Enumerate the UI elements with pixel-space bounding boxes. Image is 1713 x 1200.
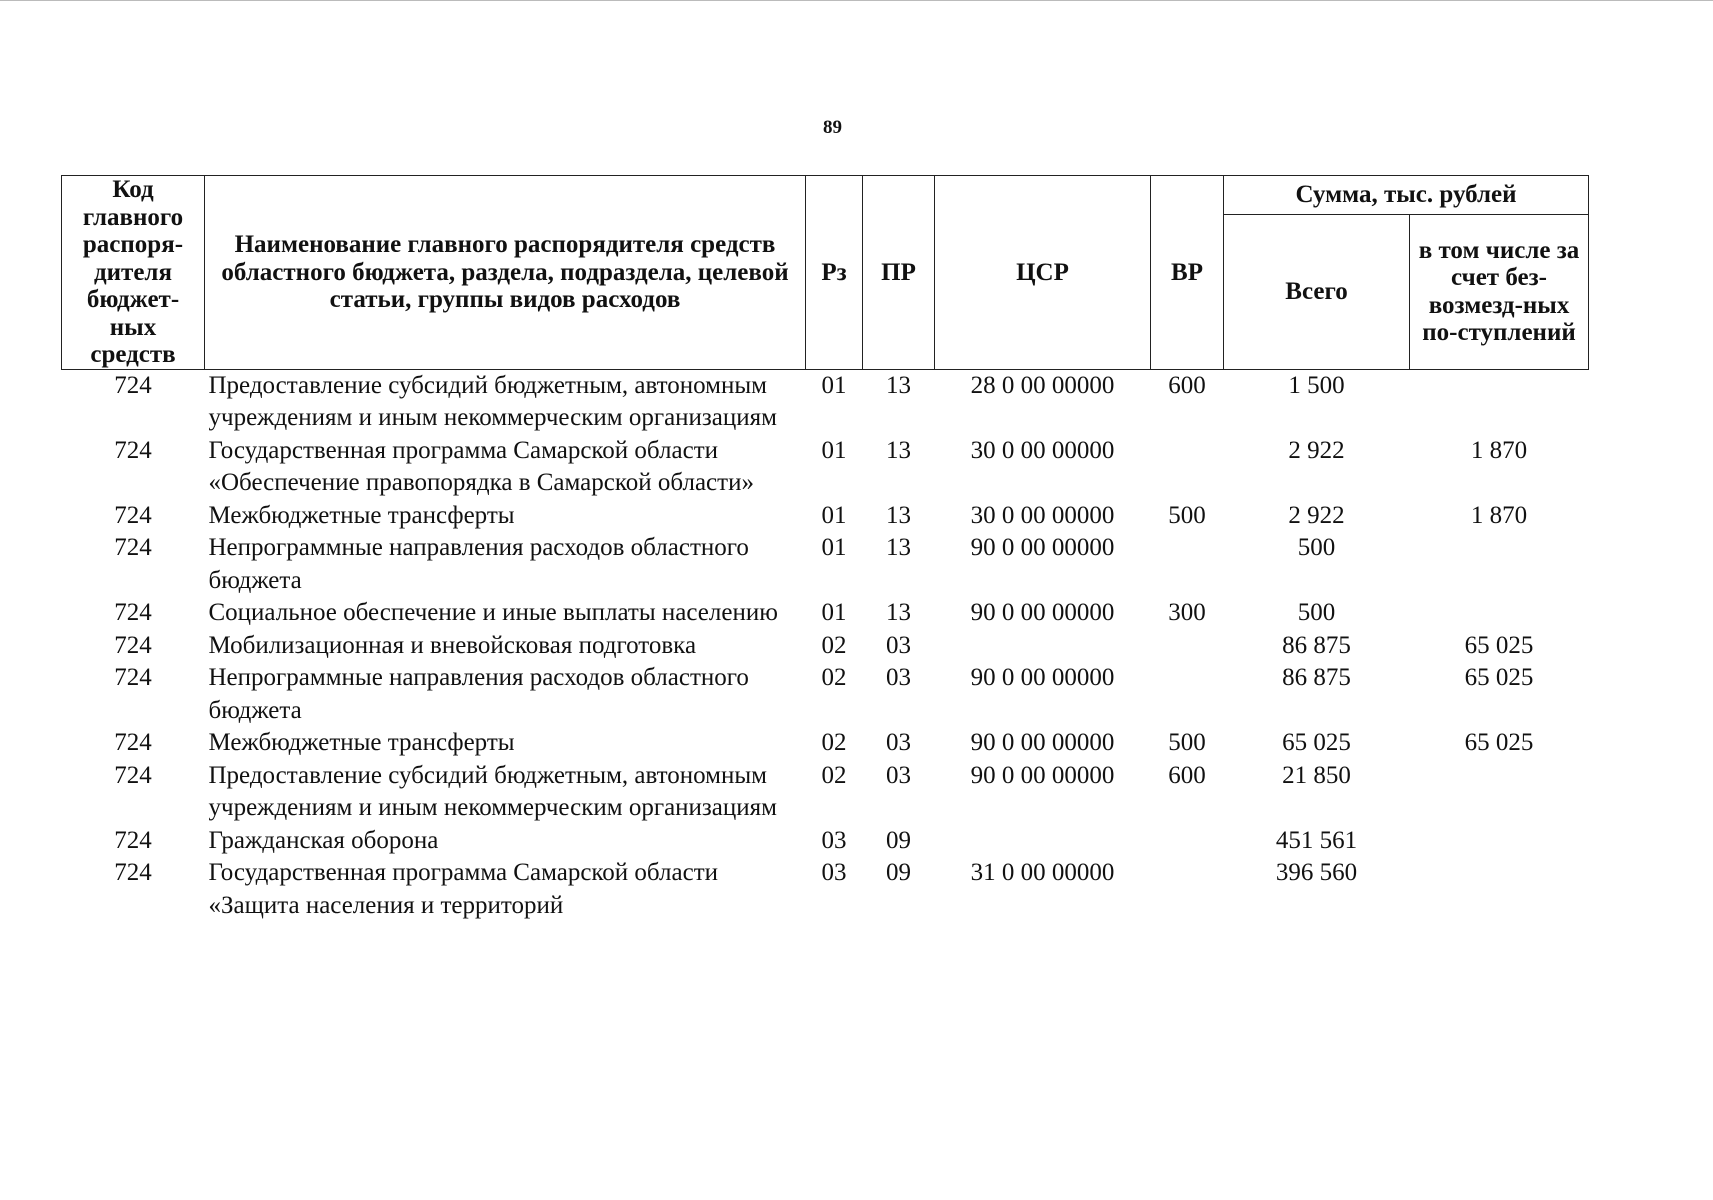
cell-rz: 01 [821,599,847,626]
cell-total: 86 875 [1282,631,1351,659]
cell-rz: 01 [821,436,847,464]
page-number: 89 [823,117,842,138]
cell-name: Межбюджетные трансферты [208,729,515,756]
cell-rz: 02 [821,761,847,789]
header-pr: ПР [863,176,935,370]
cell-total: 451 561 [1275,826,1358,854]
table-body [62,369,1589,922]
cell-csr [935,825,1151,858]
cell-csr: 90 0 00 00000 [970,534,1115,561]
header-incl: в том числе за счет без-возмезд-ных по-ступлений [1410,215,1589,370]
cell-code: 724 [114,501,152,529]
cell-rz: 01 [821,534,847,561]
table-row [62,435,1589,500]
cell-name: Предоставление субсидий бюджетным, автономным учреждениям и иным некоммерческим организациям [208,371,777,431]
header-name: Наименование главного распорядителя средств областного бюджета, раздела, подраздела, целевой статьи, группы видов расходов [205,176,806,370]
cell-name: Предоставление субсидий бюджетным, автономным учреждениям и иным некоммерческим организациям [208,761,777,821]
cell-csr: 30 0 00 00000 [970,436,1115,464]
cell-pr: 03 [886,761,911,789]
cell-code: 724 [114,371,152,399]
cell-name: Социальное обеспечение и иные выплаты населению [208,599,778,626]
table-row [62,532,1589,597]
table-row [62,597,1589,630]
cell-vr [1151,630,1224,663]
cell-incl [1410,597,1589,630]
header-sum-group: Сумма, тыс. рублей [1224,176,1589,215]
table-row [62,727,1589,760]
cell-pr: 13 [886,371,911,399]
cell-incl: 65 025 [1464,664,1534,691]
cell-total: 500 [1297,599,1336,626]
cell-incl: 1 870 [1470,501,1528,529]
cell-pr: 09 [886,859,911,886]
cell-vr [1151,825,1224,858]
cell-csr [935,630,1151,663]
cell-code: 724 [114,761,152,789]
cell-incl: 1 870 [1470,436,1528,464]
cell-code: 724 [114,664,152,691]
cell-incl: 65 025 [1464,631,1534,659]
cell-pr: 03 [886,631,911,659]
cell-csr: 90 0 00 00000 [970,664,1115,691]
cell-name: Непрограммные направления расходов областного бюджета [208,534,749,594]
cell-csr: 28 0 00 00000 [970,371,1115,399]
cell-name: Гражданская оборона [208,826,439,854]
cell-pr: 03 [886,729,911,756]
cell-code: 724 [114,859,152,886]
cell-pr: 13 [886,534,911,561]
cell-code: 724 [114,826,152,854]
cell-vr [1151,532,1224,597]
cell-name: Государственная программа Самарской области «Защита населения и территорий [208,859,718,919]
cell-name: Мобилизационная и вневойсковая подготовка [208,631,697,659]
cell-incl [1410,760,1589,825]
cell-name: Межбюджетные трансферты [208,501,515,529]
cell-vr [1151,662,1224,727]
cell-incl [1410,369,1589,435]
cell-total: 21 850 [1282,761,1351,789]
cell-vr [1151,435,1224,500]
cell-pr: 13 [886,501,911,529]
cell-code: 724 [114,729,152,756]
cell-code: 724 [114,631,152,659]
cell-vr: 300 [1168,599,1206,626]
cell-vr [1151,857,1224,922]
cell-total: 2 922 [1288,436,1345,464]
cell-total: 86 875 [1282,664,1351,691]
table-header [62,176,1589,370]
cell-incl [1410,532,1589,597]
page-top-edge [0,0,1713,1]
table-row [62,760,1589,825]
cell-code: 724 [114,436,152,464]
table-row [62,500,1589,533]
header-total: Всего [1224,215,1410,370]
cell-pr: 13 [886,436,911,464]
cell-rz: 02 [821,729,847,756]
cell-code: 724 [114,534,152,561]
cell-pr: 03 [886,664,911,691]
header-vr: ВР [1151,176,1224,370]
cell-rz: 03 [821,826,847,854]
cell-rz: 03 [821,859,847,886]
cell-csr: 90 0 00 00000 [970,599,1115,626]
table-row [62,369,1589,435]
cell-incl: 65 025 [1464,729,1534,756]
cell-csr: 90 0 00 00000 [970,729,1115,756]
table-row [62,825,1589,858]
cell-incl [1410,857,1589,922]
cell-rz: 02 [821,631,847,659]
cell-name: Непрограммные направления расходов областного бюджета [208,664,749,724]
budget-table [61,175,1589,922]
cell-name: Государственная программа Самарской области «Обеспечение правопорядка в Самарской области» [208,436,754,496]
cell-rz: 01 [821,501,847,529]
table-row [62,662,1589,727]
cell-csr: 30 0 00 00000 [970,501,1115,529]
cell-total: 396 560 [1275,859,1358,886]
cell-incl [1410,825,1589,858]
cell-vr: 500 [1168,501,1206,529]
cell-total: 1 500 [1288,371,1345,399]
cell-total: 500 [1297,534,1336,561]
header-code: Код главного распоря-дителя бюджет-ных средств [62,176,205,370]
cell-csr: 31 0 00 00000 [970,859,1115,886]
cell-rz: 01 [821,371,847,399]
cell-vr: 600 [1168,371,1206,399]
table-row [62,630,1589,663]
header-csr: ЦСР [935,176,1151,370]
cell-total: 2 922 [1288,501,1345,529]
cell-vr: 500 [1168,729,1206,756]
header-rz: Рз [806,176,863,370]
cell-pr: 13 [886,599,911,626]
table-row [62,857,1589,922]
cell-vr: 600 [1168,761,1206,789]
cell-csr: 90 0 00 00000 [970,761,1115,789]
cell-code: 724 [114,599,152,626]
cell-rz: 02 [821,664,847,691]
cell-pr: 09 [886,826,911,854]
cell-total: 65 025 [1282,729,1351,756]
